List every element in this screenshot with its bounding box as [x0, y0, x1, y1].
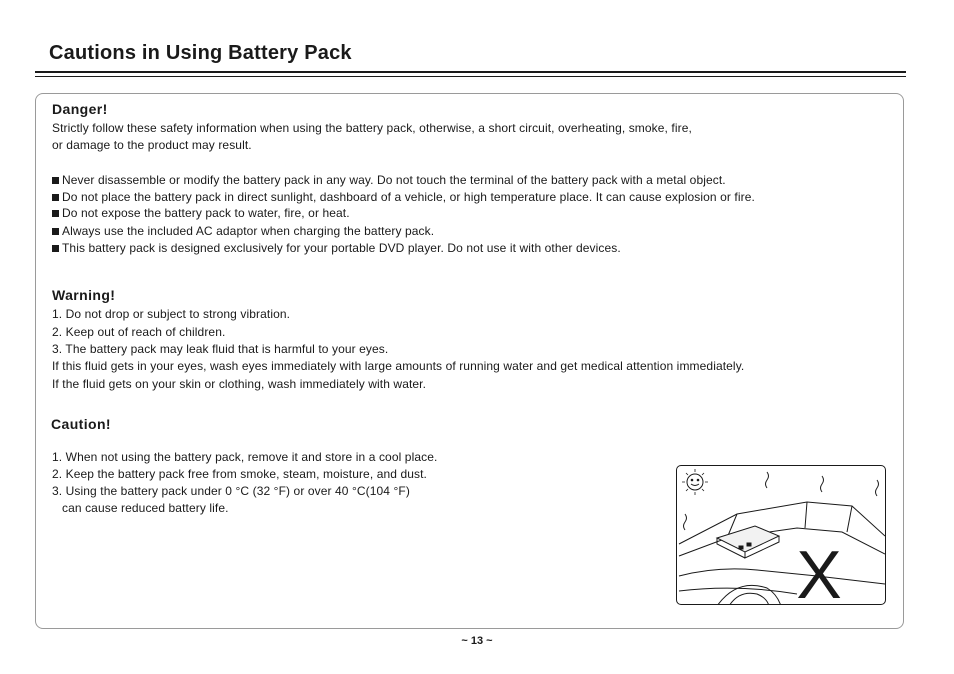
danger-bullet-item: This battery pack is designed exclusively for your portable DVD player. Do not use it with other devices. — [52, 241, 621, 256]
danger-bullet-item: Always use the included AC adaptor when charging the battery pack. — [52, 224, 434, 239]
square-bullet-icon — [52, 210, 59, 217]
warning-line: 1. Do not drop or subject to strong vibration. — [52, 307, 291, 321]
danger-intro-line-1: Strictly follow these safety information when using the battery pack, otherwise, a short circuit, overheating, smoke, fire, — [52, 121, 692, 135]
warning-line: 2. Keep out of reach of children. — [52, 325, 226, 339]
square-bullet-icon — [52, 245, 59, 252]
caution-line: 1. When not using the battery pack, remove it and store in a cool place. — [52, 450, 438, 464]
danger-bullet-item: Never disassemble or modify the battery pack in any way. Do not touch the terminal of the battery pack with a metal object. — [52, 173, 726, 188]
danger-intro-line-2: or damage to the product may result. — [52, 138, 252, 152]
title-rule-thick — [35, 71, 906, 73]
caution-line: can cause reduced battery life. — [62, 501, 229, 515]
square-bullet-icon — [52, 228, 59, 235]
danger-heading: Danger! — [52, 101, 108, 117]
caution-heading: Caution! — [51, 416, 111, 432]
danger-bullet-item: Do not expose the battery pack to water, fire, or heat. — [52, 206, 350, 221]
prohibited-x-mark: X — [796, 537, 842, 605]
title-rule-thin — [35, 76, 906, 77]
caution-line: 3. Using the battery pack under 0 °C (32 °F) or over 40 °C(104 °F) — [52, 484, 410, 498]
danger-bullet-item: Do not place the battery pack in direct sunlight, dashboard of a vehicle, or high temperature place. It can cause explosion or fire. — [52, 190, 755, 205]
caution-line: 2. Keep the battery pack free from smoke, steam, moisture, and dust. — [52, 467, 427, 481]
warning-line: If this fluid gets in your eyes, wash eyes immediately with large amounts of running water and get medical attention immediately. — [52, 359, 745, 373]
warning-line: 3. The battery pack may leak fluid that is harmful to your eyes. — [52, 342, 389, 356]
page-number: ~ 13 ~ — [461, 635, 493, 647]
square-bullet-icon — [52, 194, 59, 201]
car-dashboard-sun-prohibited-icon — [676, 465, 886, 605]
illustration-drawing — [677, 466, 886, 605]
square-bullet-icon — [52, 177, 59, 184]
page-title: Cautions in Using Battery Pack — [49, 42, 352, 64]
warning-line: If the fluid gets on your skin or clothing, wash immediately with water. — [52, 377, 427, 391]
warning-heading: Warning! — [52, 287, 116, 303]
